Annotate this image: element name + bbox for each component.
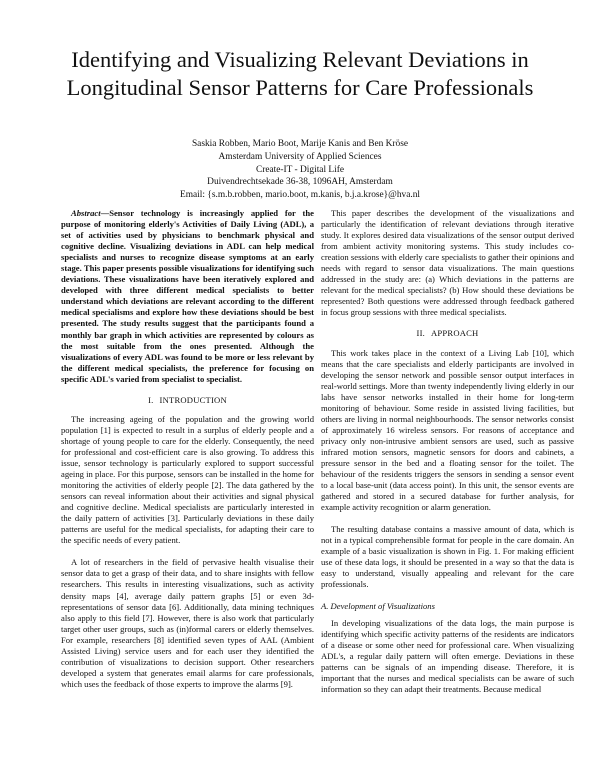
- subsection-paragraph: In developing visualizations of the data logs, the main purpose is identifying which specific activity patterns of the residents are indicators of a disease or some other need for professional care. When visualizing ADL's, a regular daily pattern will often emerge. Deviations in these patterns can be signals of an impending disease. Therefore, it is important that the nurses and medical specialists can be aware of such information so they can adapt their treatments. Because medical: [321, 617, 574, 694]
- abstract-lead: Abstract: [71, 208, 101, 218]
- intro-paragraph-3: This paper describes the development of the visualizations and particularly the identification of relevant deviations through iterative study. It explores desired data visualizations of the sensor output derived from ambient activity monitoring systems. This study includes co-creation sessions with elderly care specialists to gather their opinions and needs with regard to sensor data visualizations. The main questions addressed in the study are: (a) Which deviations in the patterns are relevant for the medical specialists? (b) How should these deviations be represented? Both questions were addressed through feedback gathered in focus group sessions with three medical specialists.: [321, 208, 574, 318]
- paper-title: Identifying and Visualizing Relevant Deviations in Longitudinal Sensor Patterns for Care Professionals: [66, 47, 534, 100]
- intro-paragraph-2: A lot of researchers in the field of pervasive health visualise their sensor data to get a grasp of their data, and to share insights with fellow researchers. This results in interesting visualizations, such as activity density maps [4], average daily pattern graphs [5] or even 3d-representations of sensor data [6]. Additionally, data mining techniques also apply to this field [7]. However, there is also work that particularly target other user groups, such as (in)formal carers or elderly themselves. For example, researchers [8] identified seven types of AAL (Ambient Assisted Living) service users and for each user they identified the contribution of visualizations to decision support. Other researchers developed a system that generates email alarms for care professionals, which uses the feedback of those experts to improve the alarms [9].: [61, 557, 314, 689]
- author-group: Create-IT - Digital Life: [255, 164, 345, 175]
- author-affiliation: Amsterdam University of Applied Sciences: [218, 151, 382, 162]
- right-column: [321, 208, 574, 695]
- subsection-heading: A. Development of Visualizations: [321, 600, 435, 611]
- abstract: [61, 208, 314, 385]
- section-heading-approach: [321, 328, 574, 339]
- author-names: Saskia Robben, Mario Boot, Marije Kanis and Ben Kröse: [191, 139, 409, 149]
- section-number: II.: [416, 328, 426, 339]
- abstract-text: —Sensor technology is increasingly applied for the purpose of monitoring elderly's Activities of Daily Living (ADL), a set of activities used by physicians to benchmark physical and cognitive decline. Visualizing deviations in ADL can help medical specialists and nurses to recognize disease symptoms at an early stage. This paper presents possible visualizations for identifying such deviations. These visualizations have been iteratively explored and developed with three different medical specialists to better understand which deviations are relevant according to the different medical specialisms and explore how these deviations should be best presented. The study results suggest that the participants found a monthly bar graph in which activities are represented by colours as the most suitable from the ones presented. Although the visualizations of every ADL was found to be more or less relevant by the different medical specialists, the preference for focusing on specific ADL's varied from specialist to specialist.: [61, 208, 314, 384]
- section-title: APPROACH: [431, 328, 479, 339]
- author-block: [60, 138, 540, 202]
- approach-paragraph-1: This work takes place in the context of a Living Lab [10], which means that the care specialists and elderly participants are involved in developing the sensor network and possible sensor output interfaces in real-world settings. More than twenty independently living elderly in our labs have sensor networks installed in their home for long-term monitoring of behaviour. Some reside in assisted living facilities, but others are living in normal neighbourhoods. The sensor networks consist of approximately 16 wireless sensors. For reasons of acceptance and privacy only non-intrusive ambient sensors are used, such as passive infrared motion sensors, magnetic sensors for doors and cabinets, a pressure sensor in the bed and a floating sensor for the toilet. The behaviour of the residents triggers the sensors in sending a sensor event to a local base-unit (data access point). In this unit, the sensor events are gathered and stored in a secured database for further analysis, for example activity recognition or alarm generation.: [321, 347, 574, 513]
- section-title: INTRODUCTION: [159, 394, 227, 405]
- intro-paragraph-1: The increasing ageing of the population and the growing world population [1] is expected to result in a surplus of elderly people and a shortage of young people to care for the elderly. Consequently, the need for professional and cost-efficient care is also growing. To address this issue, sensor technology is particularly explored to support successful ageing in place. For this purpose, sensors can be installed in the home for monitoring the activities of elderly people [2]. The data gathered by the sensors can reveal information about their activities and signal physical and cognitive decline. Medical specialists are particularly interested in the daily pattern of activities [3]. Particularly deviations in these daily patterns are useful for the medical specialists, for adapting their care to the specific needs of every patient.: [61, 413, 314, 546]
- left-column: [61, 208, 314, 690]
- author-address: Duivendrechtsekade 36-38, 1096AH, Amsterdam: [207, 177, 393, 188]
- author-email: Email: {s.m.b.robben, mario.boot, m.kanis, b.j.a.krose}@hva.nl: [180, 190, 420, 201]
- section-heading-introduction: [61, 395, 314, 406]
- approach-paragraph-2: The resulting database contains a massive amount of data, which is not in a typical comprehensible format for people in the care domain. An example of a basic visualization is shown in Fig. 1. For making efficient use of these data logs, it should be presented in a way so that the data is easy to understand, visually appealing and relevant for the care professionals.: [321, 524, 574, 590]
- section-number: I.: [148, 394, 154, 405]
